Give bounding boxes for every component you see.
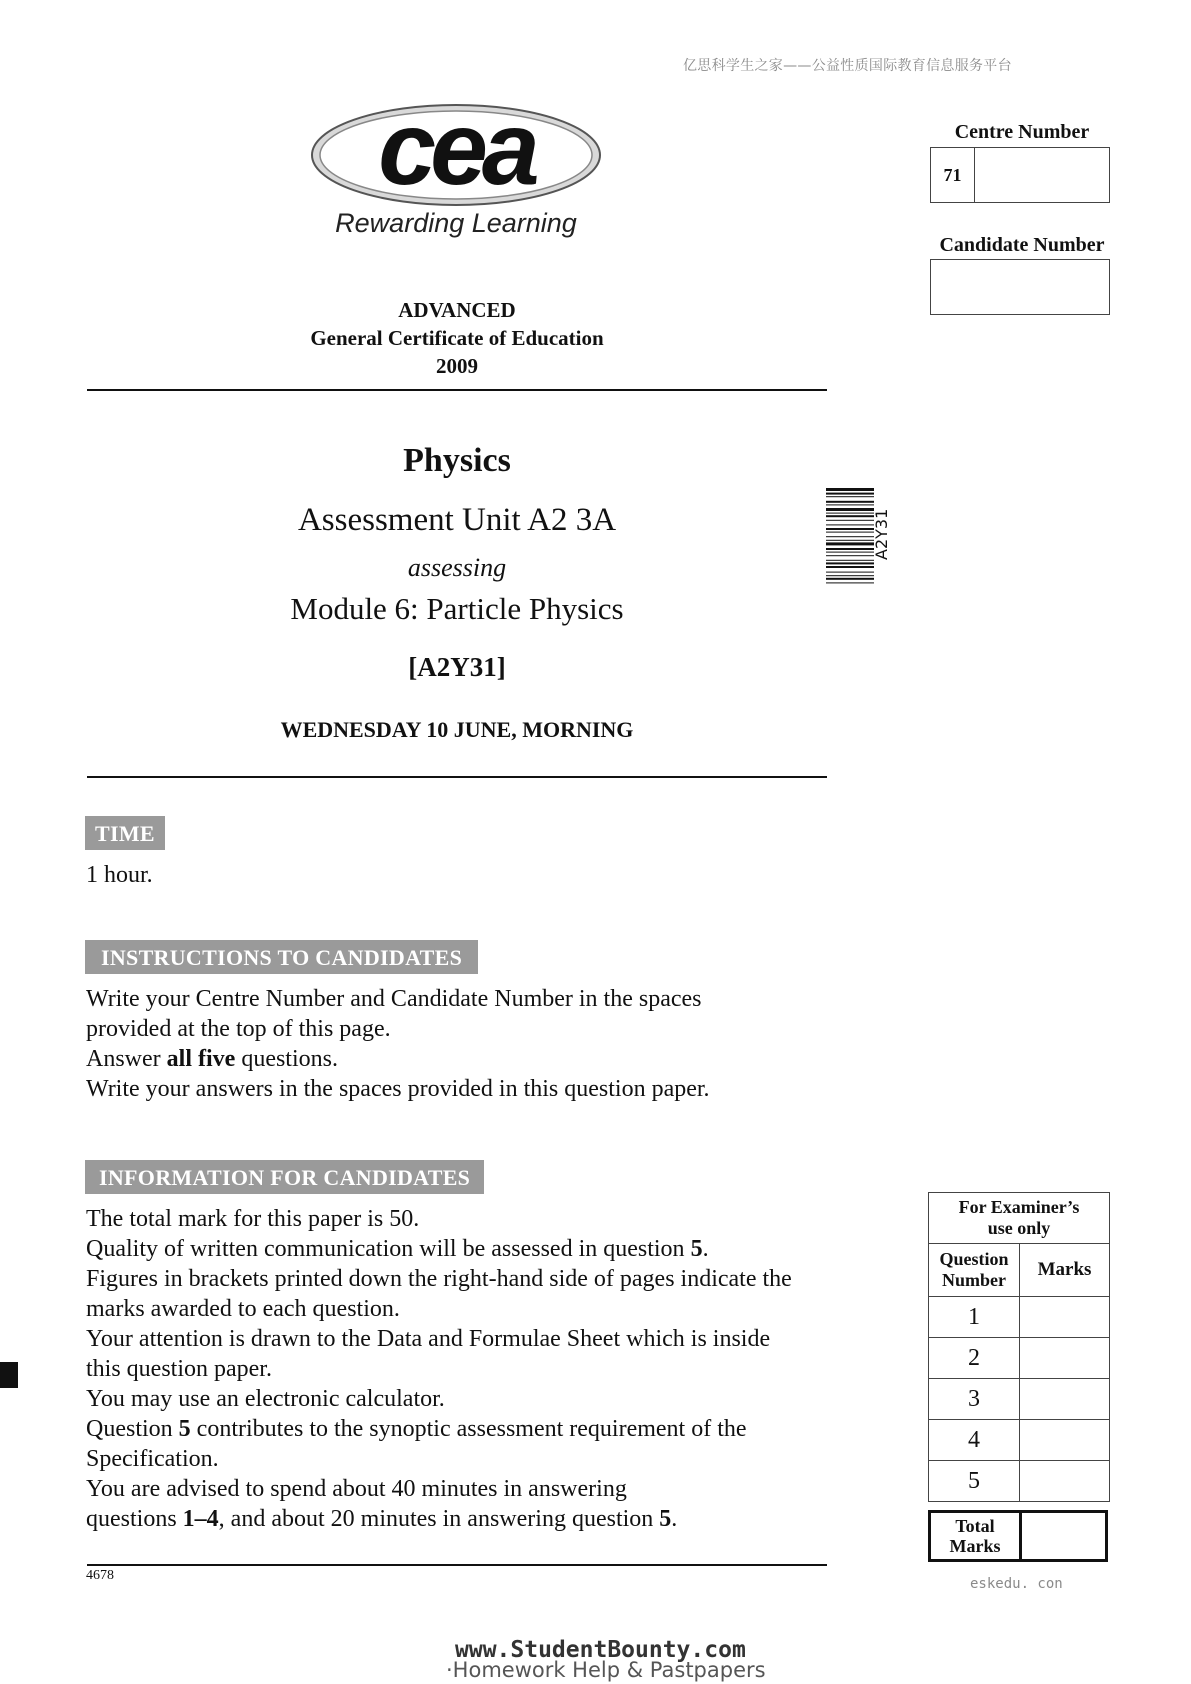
examiner-title: For Examiner’s use only bbox=[929, 1193, 1110, 1244]
subject-title: Physics bbox=[403, 442, 511, 479]
exam-year: 2009 bbox=[436, 354, 478, 378]
marks-header: Marks bbox=[1020, 1244, 1110, 1297]
centre-number-prefix: 71 bbox=[931, 148, 975, 202]
eskedu-watermark: eskedu. con bbox=[970, 1576, 1063, 1592]
header-divider bbox=[87, 389, 827, 391]
assessment-unit: Assessment Unit A2 3A bbox=[297, 502, 617, 538]
table-row bbox=[929, 1338, 1110, 1379]
information-line: The total mark for this paper is 50. bbox=[86, 1206, 420, 1232]
table-row bbox=[929, 1297, 1110, 1338]
candidate-number-label: Candidate Number bbox=[939, 234, 1105, 256]
information-line: questions 1–4, and about 20 minutes in answering question 5. bbox=[86, 1506, 678, 1532]
information-heading: INFORMATION FOR CANDIDATES bbox=[85, 1160, 484, 1194]
qualification-level: ADVANCED bbox=[398, 298, 516, 322]
assessing-label: assessing bbox=[407, 553, 507, 582]
information-line: Quality of written communication will be assessed in question 5. bbox=[86, 1236, 709, 1262]
marks-cell[interactable] bbox=[1020, 1297, 1110, 1338]
svg-text:cea: cea bbox=[378, 100, 534, 207]
table-row bbox=[929, 1379, 1110, 1420]
total-marks-cell[interactable] bbox=[1022, 1513, 1105, 1559]
total-marks-box bbox=[928, 1510, 1108, 1562]
information-line: Figures in brackets printed down the right-hand side of pages indicate the bbox=[86, 1266, 792, 1292]
table-row bbox=[929, 1461, 1110, 1502]
barcode-text: A2Y31 bbox=[872, 508, 891, 560]
title-divider bbox=[87, 776, 827, 778]
information-text bbox=[86, 1204, 876, 1534]
instructions-line: Write your answers in the spaces provided in this question paper. bbox=[86, 1076, 710, 1102]
information-line: You are advised to spend about 40 minutes in answering bbox=[86, 1476, 627, 1502]
paper-code: [A2Y31] bbox=[408, 652, 506, 682]
information-line: Specification. bbox=[86, 1446, 219, 1472]
logo-tagline: Rewarding Learning bbox=[335, 208, 577, 238]
studentbounty-tagline: ·Homework Help & Pastpapers bbox=[446, 1658, 766, 1682]
time-value: 1 hour. bbox=[86, 862, 153, 888]
marks-cell[interactable] bbox=[1020, 1461, 1110, 1502]
module-title: Module 6: Particle Physics bbox=[290, 591, 624, 626]
centre-number-box[interactable] bbox=[930, 147, 1110, 203]
question-number: 1 bbox=[929, 1297, 1020, 1338]
watermark-top: 亿思科学生之家——公益性质国际教育信息服务平台 bbox=[683, 58, 1012, 74]
exam-date: WEDNESDAY 10 JUNE, MORNING bbox=[280, 717, 634, 742]
question-number: 3 bbox=[929, 1379, 1020, 1420]
centre-number-label: Centre Number bbox=[954, 121, 1090, 143]
footer-code: 4678 bbox=[86, 1568, 114, 1583]
information-line: this question paper. bbox=[86, 1356, 272, 1382]
marks-cell[interactable] bbox=[1020, 1420, 1110, 1461]
information-line: You may use an electronic calculator. bbox=[86, 1386, 445, 1412]
information-line: Question 5 contributes to the synoptic assessment requirement of the bbox=[86, 1416, 747, 1442]
instructions-text bbox=[86, 984, 846, 1104]
question-number: 4 bbox=[929, 1420, 1020, 1461]
table-row bbox=[929, 1420, 1110, 1461]
certificate-name: General Certificate of Education bbox=[310, 326, 604, 350]
instructions-heading: INSTRUCTIONS TO CANDIDATES bbox=[85, 940, 478, 974]
instructions-line: Answer all five questions. bbox=[86, 1046, 338, 1072]
examiner-table bbox=[928, 1192, 1110, 1502]
time-heading: TIME bbox=[85, 816, 165, 850]
marks-cell[interactable] bbox=[1020, 1338, 1110, 1379]
studentbounty-url: www.StudentBounty.com bbox=[455, 1637, 746, 1663]
question-number: 2 bbox=[929, 1338, 1020, 1379]
barcode bbox=[826, 488, 874, 682]
total-marks-label: Total Marks bbox=[931, 1513, 1022, 1559]
footer-divider bbox=[87, 1564, 827, 1566]
information-line: marks awarded to each question. bbox=[86, 1296, 400, 1322]
candidate-number-box[interactable] bbox=[930, 259, 1110, 315]
registration-mark bbox=[0, 1362, 18, 1388]
question-number: 5 bbox=[929, 1461, 1020, 1502]
cea-logo bbox=[308, 100, 604, 210]
instructions-line: Write your Centre Number and Candidate Number in the spaces bbox=[86, 986, 702, 1012]
question-number-header: Question Number bbox=[929, 1244, 1020, 1297]
information-line: Your attention is drawn to the Data and Formulae Sheet which is inside bbox=[86, 1326, 771, 1352]
marks-cell[interactable] bbox=[1020, 1379, 1110, 1420]
instructions-line: provided at the top of this page. bbox=[86, 1016, 391, 1042]
